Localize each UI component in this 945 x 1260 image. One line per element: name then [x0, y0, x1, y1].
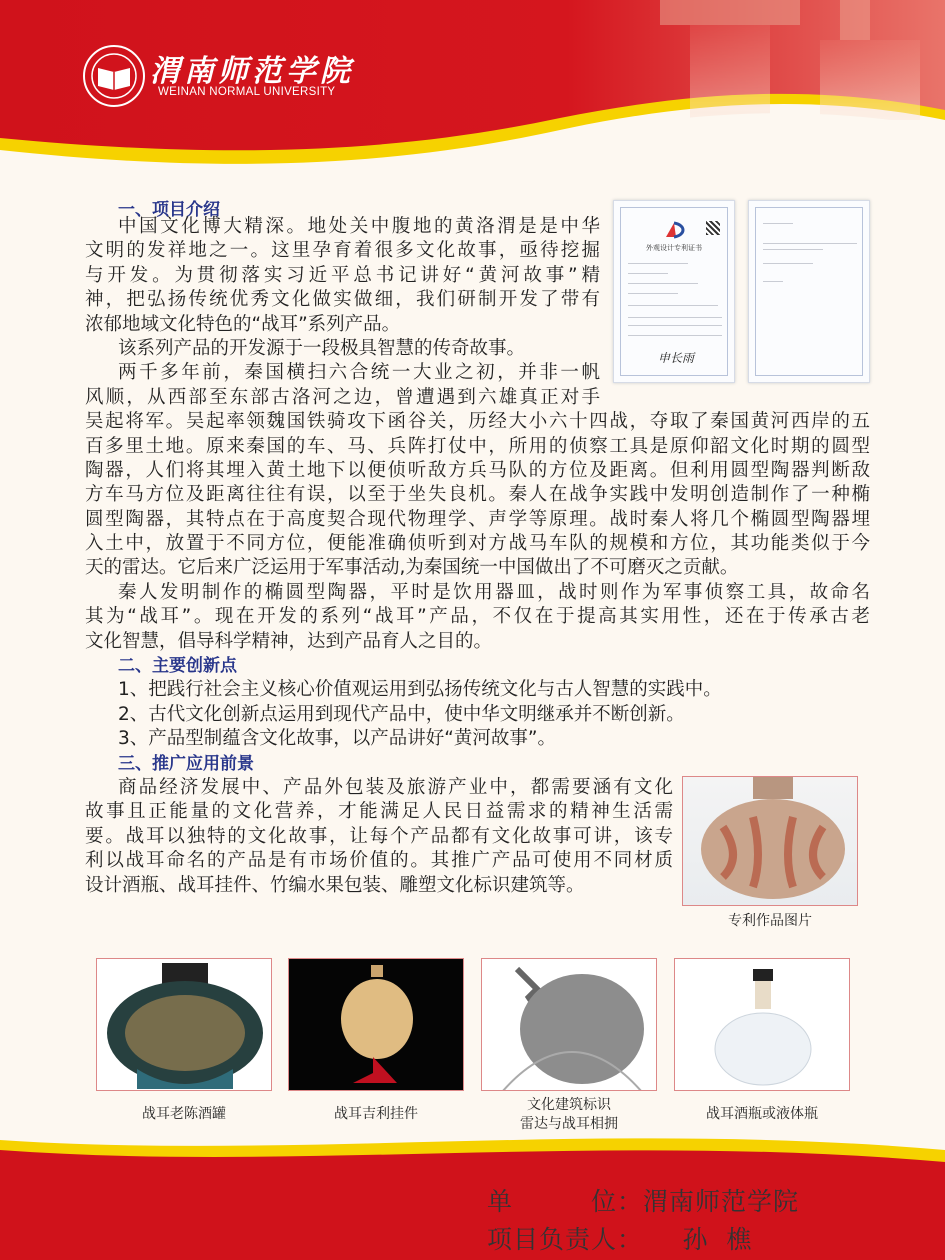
signature: 申长雨	[658, 351, 695, 365]
text-line: 方车马方位及距离往往有误，以至于坐失良机。秦人在战争实践中发明创造制作了一种椭	[85, 484, 870, 506]
text-line: 其为“战耳”。现在开发的系列“战耳”产品，不仅在于提高其实用性，还在于传承古老	[85, 606, 870, 628]
text-line: 百多里土地。原来秦国的车、马、兵阵打仗中，所用的侦察工具是原仰韶文化时期的圆型	[85, 435, 870, 457]
text-line: 要。战耳以独特的文化故事，让每个产品都有文化故事可讲，该专	[85, 825, 673, 847]
certificate-title: 外观设计专利证书	[646, 244, 702, 252]
text-line: 风顺，从西部至东部古洛河之边，曾遭遇到六雄真正对手	[85, 386, 600, 408]
text-line: 天的雷达。它后来广泛运用于军事活动,为秦国统一中国做出了不可磨灭之贡献。	[85, 557, 739, 579]
text-line: 神，把弘扬传统优秀文化做实做细，我们研制开发了带有	[85, 289, 600, 311]
text-line: 圆型陶器，其特点在于高度契合现代物理学、声学等原理。战时秦人将几个椭圆型陶器埋	[85, 508, 870, 530]
text-line: 该系列产品的开发源于一段极具智慧的传奇故事。	[118, 337, 526, 359]
university-name-cn: 渭南师范学院	[150, 54, 354, 89]
product-pendant-photo	[288, 958, 464, 1091]
footer-banner	[0, 1130, 945, 1260]
university-emblem	[82, 44, 146, 108]
text-line: 两千多年前，秦国横扫六合统一大业之初，并非一帆	[118, 362, 600, 384]
text-line: 文明的发祥地之一。这里孕育着很多文化故事，亟待挖掘	[85, 240, 600, 262]
university-name-en: WEINAN NORMAL UNIVERSITY	[158, 86, 336, 98]
patent-certificate-back	[748, 200, 870, 383]
patent-photo-caption: 专利作品图片	[728, 913, 812, 929]
product-caption: 战耳老陈酒罐	[142, 1106, 226, 1122]
qr-code	[706, 221, 720, 235]
section-3-title: 三、推广应用前景	[118, 753, 254, 774]
innovation-item: 3、产品型制蕴含文化故事，以产品讲好“黄河故事”。	[118, 728, 556, 750]
patent-pot-photo	[682, 776, 858, 906]
text-line: 与开发。为贯彻落实习近平总书记讲好“黄河故事”精	[85, 264, 600, 286]
section-1-title: 一、项目介绍	[118, 200, 220, 220]
product-bottle-photo	[674, 958, 850, 1091]
text-line: 文化智慧，倡导科学精神，达到产品育人之目的。	[85, 630, 493, 652]
text-line: 秦人发明制作的椭圆型陶器，平时是饮用器皿，战时则作为军事侦察工具，故命名	[118, 581, 870, 603]
product-building-photo	[481, 958, 657, 1091]
section-2-title: 二、主要创新点	[118, 656, 237, 677]
innovation-item: 2、古代文化创新点运用到现代产品中，使中华文明继承并不断创新。	[118, 703, 685, 725]
patent-certificate-front	[613, 200, 735, 383]
text-line: 入土中，放置于不同方位，便能准确侦听到对方战马车队的规模和方位，其功能类似于今	[85, 533, 870, 555]
product-caption-line1: 文化建筑标识	[527, 1097, 611, 1113]
text-line: 浓郁地域文化特色的“战耳”系列产品。	[85, 313, 401, 335]
text-line: 陶器，人们将其埋入黄土地下以便侦听敌方兵马队的方位及距离。但利用圆型陶器判断敌	[85, 459, 870, 481]
product-caption: 战耳酒瓶或液体瓶	[706, 1106, 818, 1122]
innovation-item: 1、把践行社会主义核心价值观运用到弘扬传统文化与古人智慧的实践中。	[118, 679, 722, 701]
footer-unit: 单 位：渭南师范学院	[487, 1187, 800, 1216]
text-line: 商品经济发展中、产品外包装及旅游产业中，都需要涵有文化	[118, 776, 673, 798]
text-line: 设计酒瓶、战耳挂件、竹编水果包装、雕塑文化标识建筑等。	[85, 874, 585, 896]
text-line: 中国文化博大精深。地处关中腹地的黄洛渭是是中华	[118, 216, 600, 237]
product-caption: 战耳吉利挂件	[334, 1106, 418, 1122]
patent-office-emblem	[662, 221, 686, 241]
text-line: 吴起将军。吴起率领魏国铁骑攻下函谷关，历经大小六十四战，夺取了秦国黄河西岸的五	[85, 411, 870, 433]
text-line: 利以战耳命名的产品是有市场价值的。其推广产品可使用不同材质	[85, 850, 673, 872]
product-wine-jar-photo	[96, 958, 272, 1091]
footer-project-leader: 项目负责人： 孙 樵	[487, 1225, 753, 1254]
text-line: 故事且正能量的文化营养，才能满足人民日益需求的精神生活需	[85, 801, 673, 823]
product-caption-line2: 雷达与战耳相拥	[520, 1116, 618, 1132]
